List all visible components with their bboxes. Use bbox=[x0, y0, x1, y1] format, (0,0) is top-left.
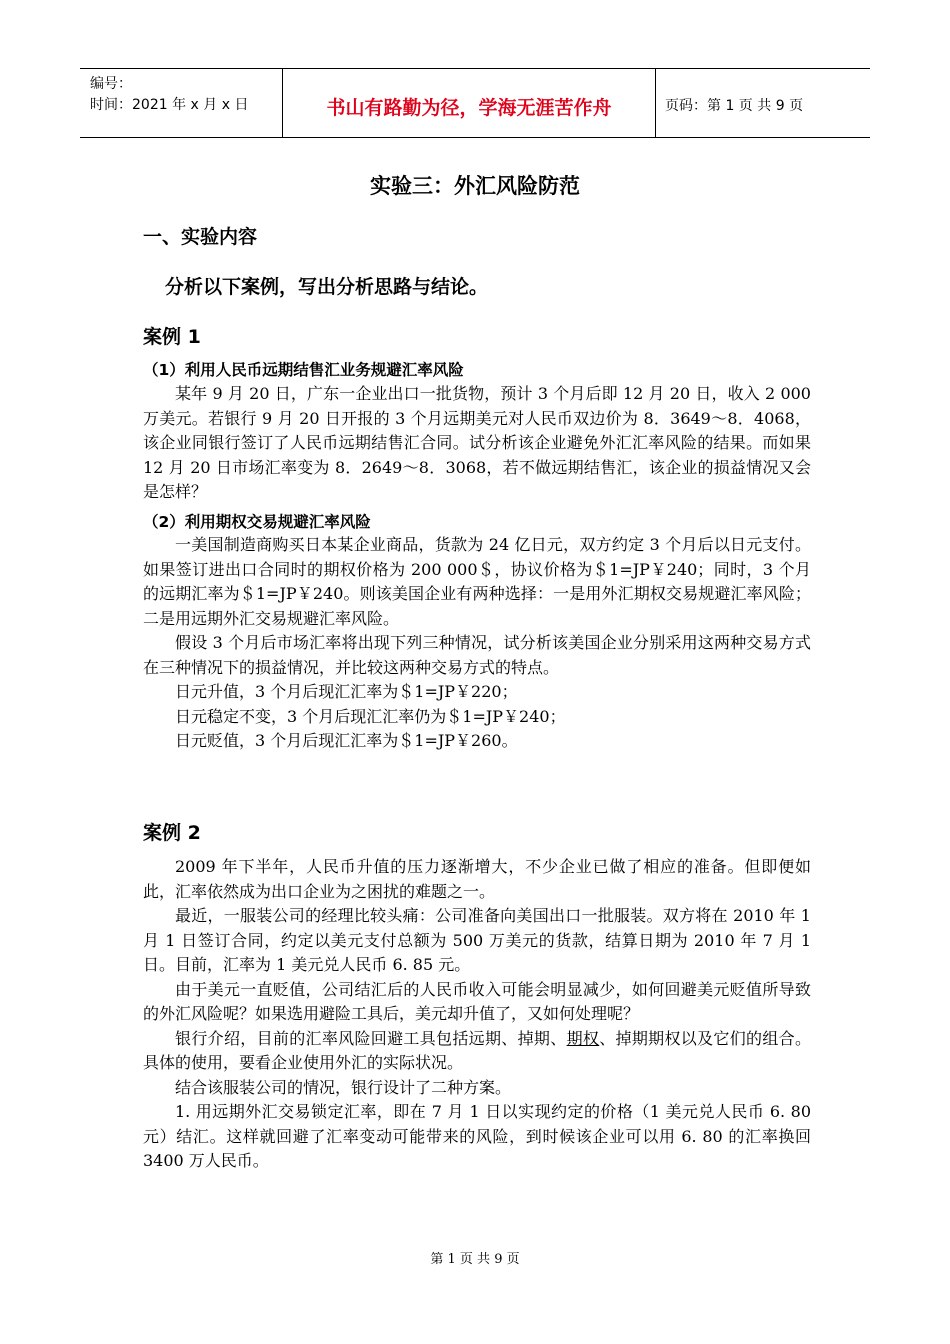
case1-heading: 案例 1 bbox=[143, 326, 201, 348]
text-span: 银行介绍，目前的汇率风险回避工具包括远期、掉期、 bbox=[175, 1028, 567, 1048]
page-footer: 第 1 页 共 9 页 bbox=[430, 1252, 520, 1267]
paragraph: 日元稳定不变，3 个月后现汇汇率仍为＄1=JP￥240； bbox=[175, 706, 566, 726]
paragraph: 2009 年下半年，人民币升值的压力逐渐增大，不少企业已做了相应的准备。但即便如此，汇率依然成为出口企业为之困扰的难题之一。 bbox=[143, 857, 811, 901]
text-span: 、掉期期权以及它们的组合。具体的使用，要看企业使用外汇的实际状况。 bbox=[143, 1028, 811, 1072]
header-meta-cell bbox=[80, 69, 282, 137]
case2-heading: 案例 2 bbox=[143, 822, 201, 844]
paragraph: 结合该服装公司的情况，银行设计了二种方案。 bbox=[175, 1077, 512, 1097]
time-label: 时间：2021 年 x 月 x 日 bbox=[90, 97, 249, 113]
number-label: 编号： bbox=[90, 76, 132, 92]
paragraph: 日元升值，3 个月后现汇汇率为＄1=JP￥220； bbox=[175, 682, 518, 701]
page-label: 页码：第 1 页 共 9 页 bbox=[665, 98, 804, 114]
paragraph bbox=[143, 1027, 811, 1076]
page-title: 实验三：外汇风险防范 bbox=[370, 174, 580, 198]
header-motto-cell bbox=[282, 69, 656, 137]
motto: 书山有路勤为径，学海无涯苦作舟 bbox=[326, 97, 612, 119]
header-table bbox=[80, 68, 870, 138]
section-heading: 一、实验内容 bbox=[143, 226, 258, 248]
instruction: 分析以下案例，写出分析思路与结论。 bbox=[165, 276, 489, 298]
paragraph: 某年 9 月 20 日，广东一企业出口一批货物，预计 3 个月后即 12 月 20 日，收入 2 000 万美元。若银行 9 月 20 日开报的 3 个月远期美元对人民币双边价为 8．3649～8．4068，该企业同银行签订了人民币远期结售汇合同。试分析该企业避免外汇汇率风险的结果。而如果 12 月 20 日市场汇率变为 8．2649～8．3068，若不做远期结售汇，该企业的损益情况又会是怎样？ bbox=[143, 384, 811, 501]
paragraph: 一美国制造商购买日本某企业商品，货款为 24 亿日元，双方约定 3 个月后以日元支付。如果签订进出口合同时的期权价格为 200 000＄，协议价格为＄1=JP￥240；同时，3 个月的远期汇率为＄1=JP￥240。则该美国企业有两种选择：一是用外汇期权交易规避汇率风险；二是用远期外汇交易规避汇率风险。 bbox=[143, 535, 811, 628]
options-link[interactable]: 期权 bbox=[566, 1028, 600, 1048]
paragraph: 日元贬值，3 个月后现汇汇率为＄1=JP￥260。 bbox=[175, 731, 518, 750]
case1-sub1-heading: （1）利用人民币远期结售汇业务规避汇率风险 bbox=[143, 361, 464, 379]
case1-sub2-heading: （2）利用期权交易规避汇率风险 bbox=[143, 513, 371, 531]
paragraph: 假设 3 个月后市场汇率将出现下列三种情况，试分析该美国企业分别采用这两种交易方式在三种情况下的损益情况，并比较这两种交易方式的特点。 bbox=[143, 633, 811, 677]
header-page-cell bbox=[655, 69, 870, 137]
paragraph: 1. 用远期外汇交易锁定汇率，即在 7 月 1 日以实现约定的价格（1 美元兑人民币 6. 80 元）结汇。这样就回避了汇率变动可能带来的风险，到时候该企业可以用 6. 80 的汇率换回 3400 万人民币。 bbox=[143, 1102, 811, 1170]
paragraph: 由于美元一直贬值，公司结汇后的人民币收入可能会明显减少，如何回避美元贬值所导致的外汇风险呢？如果选用避险工具后，美元却升值了，又如何处理呢？ bbox=[143, 979, 811, 1023]
case2-body bbox=[143, 855, 811, 1174]
paragraph: 最近，一服装公司的经理比较头痛：公司准备向美国出口一批服装。双方将在 2010 年 1 月 1 日签订合同，约定以美元支付总额为 500 万美元的货款，结算日期为 2010 年 7 月 1 日。目前，汇率为 1 美元兑人民币 6. 85 元。 bbox=[143, 906, 811, 974]
case1-sub2-body bbox=[143, 533, 811, 754]
case1-sub1-body bbox=[143, 382, 811, 505]
